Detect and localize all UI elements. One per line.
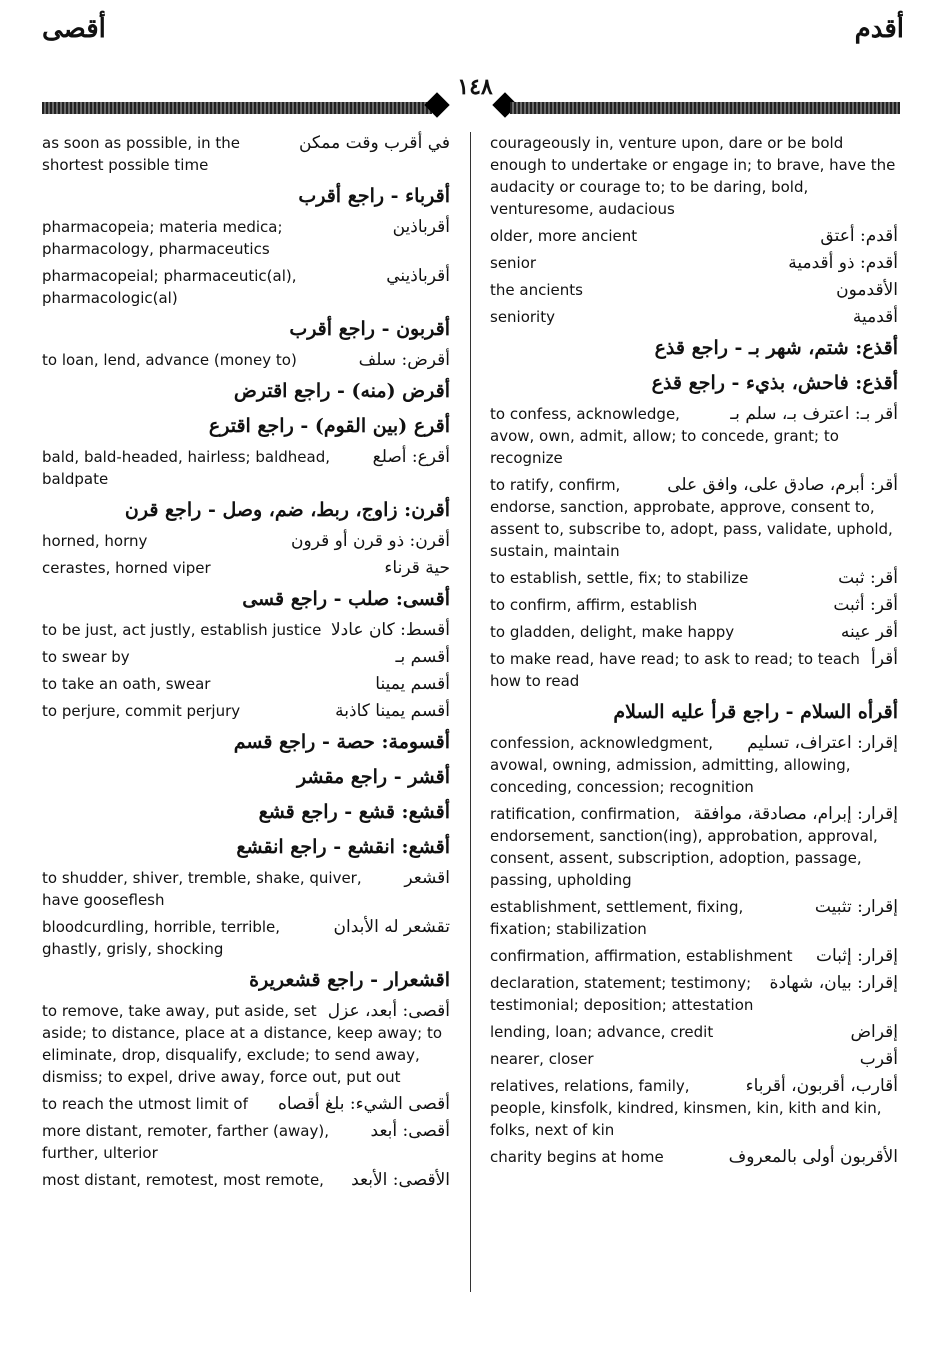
english-definition: most distant, remotest, most remote, [42,1171,324,1189]
arabic-cross-reference: أقرض (منه) - راجع اقترض [233,380,450,402]
dictionary-entry [490,896,898,940]
arabic-cross-reference: أقذع: فاحش، بذيء - راجع قذع [651,372,898,394]
arabic-headword: أقدم: ذو أقدمية [788,253,898,273]
dictionary-entry [490,225,898,247]
english-definition: establishment, settlement, fixing, fixation; stabilization [490,898,744,938]
arabic-headword: أقارب، أقربون، أقرباء [745,1076,898,1096]
arabic-cross-reference: أقشع: قشع - راجع قشع [258,801,450,823]
dictionary-entry [490,732,898,798]
dictionary-entry [490,1048,898,1070]
arabic-headword: أقسم بـ [395,647,450,667]
arabic-headword: إقرار: إثبات [815,946,898,966]
english-definition: pharmacopeia; materia medica; pharmacology, pharmaceutics [42,218,283,258]
english-definition: bloodcurdling, horrible, terrible, ghastly, grisly, shocking [42,918,281,958]
dictionary-entry [42,265,450,309]
dictionary-entry [42,916,450,960]
guide-word-left: أقصى [42,14,106,44]
dictionary-entry [42,1000,450,1088]
english-definition: nearer, closer [490,1050,594,1068]
arabic-cross-reference: أقرن: زاوج، ربط، ضم، وصل - راجع قرن [124,499,450,521]
english-definition: to loan, lend, advance (money to) [42,351,297,369]
header-rule-right [510,102,900,114]
english-definition: more distant, remoter, farther (away), further, ulterior [42,1122,329,1162]
dictionary-entry [42,132,450,176]
header-rule-left [42,102,432,114]
column-divider [470,132,471,1292]
dictionary-entry [42,619,450,641]
arabic-headword: أقرع: أصلع [372,447,450,467]
dictionary-entry [490,1021,898,1043]
dictionary-entry [42,700,450,722]
english-definition: bald, bald-headed, hairless; baldhead, baldpate [42,448,330,488]
arabic-headword: الأقدمون [836,280,898,300]
arabic-headword: أقسط: كان عادلا [330,620,450,640]
english-definition: to perjure, commit perjury [42,702,241,720]
english-definition: confession, acknowledgment, avowal, owning, admission, admitting, allowing, conceding, concession; recognition [490,734,851,796]
english-definition: relatives, relations, family, people, kinsfolk, kindred, kinsmen, kin, kith and kin, folks, next of kin [490,1077,882,1139]
arabic-headword: أقر: ثبت [838,568,898,588]
arabic-headword: الأقربون أولى بالمعروف [728,1147,898,1167]
english-definition: pharmacopeial; pharmaceutic(al), pharmacologic(al) [42,267,297,307]
arabic-headword: أقدم: أعتق [820,226,898,246]
arabic-cross-reference: أقرباء - راجع أقرب [298,185,450,207]
english-definition: seniority [490,308,555,326]
arabic-headword: الأقصى: الأبعد [351,1170,450,1190]
arabic-headword: إقرار: تثبيت [814,897,898,917]
english-definition: as soon as possible, in the shortest possible time [42,134,241,174]
arabic-cross-reference: أقربون - راجع أقرب [289,318,450,340]
arabic-headword: أقر بـ: اعترف بـ، سلم بـ [730,404,898,424]
dictionary-entry [42,646,450,668]
english-definition: to be just, act justly, establish justice [42,621,322,639]
arabic-headword: إقراض [850,1022,898,1042]
arabic-headword: أقدمية [852,307,898,327]
column-left [42,132,450,1191]
dictionary-entry [490,252,898,274]
english-definition: cerastes, horned viper [42,559,211,577]
english-definition: lending, loan; advance, credit [490,1023,714,1041]
dictionary-entry [490,279,898,301]
english-definition: the ancients [490,281,583,299]
dictionary-entry [490,972,898,1016]
arabic-cross-reference: أقرع (بين القوم) - راجع اقترع [208,415,450,437]
dictionary-entry [490,567,898,589]
english-definition: senior [490,254,537,272]
english-definition: older, more ancient [490,227,638,245]
dictionary-entry [42,446,450,490]
arabic-cross-reference: أقرأه السلام - راجع قرأ عليه السلام [613,701,898,723]
dictionary-entry [42,867,450,911]
dictionary-entry [490,594,898,616]
english-definition: to confess, acknowledge, avow, own, admit, allow; to concede, grant; to recognize [490,405,839,467]
arabic-headword: أقر عينه [840,622,898,642]
arabic-headword: إقرار: اعتراف، تسليم [747,733,898,753]
english-definition: ratification, confirmation, endorsement, sanction(ing), approbation, approval, consent, assent, subscription, adoption, passage, passing, upholding [490,805,878,889]
dictionary-entry [42,673,450,695]
dictionary-entry [490,474,898,562]
arabic-cross-reference: أقسومة: حصة - راجع قسم [233,731,450,753]
dictionary-entry [42,349,450,371]
english-definition: charity begins at home [490,1148,664,1166]
dictionary-entry [490,306,898,328]
arabic-headword: اقشعر [404,868,450,888]
arabic-headword: أقصى الشيء: بلغ أقصاه [277,1094,450,1114]
arabic-cross-reference: أقذع: شتم، شهر بـ - راجع قذع [654,337,898,359]
arabic-headword: إقرار: بيان، شهادة [769,973,898,993]
arabic-headword: أقرض: سلف [358,350,450,370]
english-definition: to ratify, confirm, endorse, sanction, approbate, approve, consent to, assent to, subscribe to, adopt, pass, validate, uphold, sustain, maintain [490,476,893,560]
english-definition: declaration, statement; testimony; testimonial; deposition; attestation [490,974,754,1014]
dictionary-entry [42,1120,450,1164]
arabic-headword: أقرب [859,1049,898,1069]
dictionary-entry [490,1075,898,1141]
arabic-headword: أقرأ [871,649,898,669]
arabic-headword: أقسم يمينا كاذبة [335,701,450,721]
dictionary-entry [490,1146,898,1168]
arabic-headword: تقشعر له الأبدان [333,917,450,937]
page-number: ١٤٨ [457,74,493,100]
dictionary-entry [490,132,898,220]
arabic-headword: أقسم يمينا [375,674,450,694]
arabic-headword: أقرباذيني [386,266,450,286]
arabic-headword: أقرن: ذو قرن أو قرون [291,531,450,551]
arabic-cross-reference: أقشع: انقشع - راجع انقشع [236,836,450,858]
english-definition: to establish, settle, fix; to stabilize [490,569,749,587]
english-definition: to gladden, delight, make happy [490,623,735,641]
arabic-headword: أقر: أبرم، صادق على، وافق على [667,475,898,495]
english-definition: to confirm, affirm, establish [490,596,698,614]
arabic-headword: أقصى: أبعد [370,1121,450,1141]
english-definition: confirmation, affirmation, establishment [490,947,793,965]
column-right [490,132,898,1168]
english-definition: to shudder, shiver, tremble, shake, quiver, have gooseflesh [42,869,362,909]
dictionary-entry [490,945,898,967]
dictionary-entry [490,403,898,469]
dictionary-entry [42,1093,450,1115]
dictionary-entry [42,216,450,260]
dictionary-entry [42,557,450,579]
arabic-cross-reference: اقشعرار - راجع قشعريرة [249,969,450,991]
arabic-headword: إقرار: إبرام، مصادقة، موافقة [693,804,898,824]
dictionary-entry [490,803,898,891]
english-definition: horned, horny [42,532,148,550]
english-definition: to take an oath, swear [42,675,211,693]
arabic-headword: في أقرب وقت ممكن [298,133,450,153]
arabic-headword: أقرباذين [392,217,450,237]
arabic-headword: أقصى: أبعد، عزل [327,1001,450,1021]
dictionary-entry [42,530,450,552]
dictionary-entry [490,648,898,692]
dictionary-entry [42,1169,450,1191]
guide-word-right: أقدم [854,14,904,44]
english-definition: courageously in, venture upon, dare or be bold enough to undertake or engage in; to brave, have the audacity or courage to; to be daring, bold, venturesome, audacious [490,134,896,218]
dictionary-entry [490,621,898,643]
english-definition: to reach the utmost limit of [42,1095,248,1113]
arabic-cross-reference: أقسى: صلب - راجع قسى [242,588,450,610]
arabic-cross-reference: أقشر - راجع مقشر [296,766,450,788]
arabic-headword: حية قرناء [384,558,450,578]
english-definition: to make read, have read; to ask to read; to teach how to read [490,650,860,690]
english-definition: to remove, take away, put aside, set aside; to distance, place at a distance, keep away; to eliminate, drop, disqualify, exclude; to send away, dismiss; to expel, drive away, force out, put out [42,1002,442,1086]
english-definition: to swear by [42,648,130,666]
arabic-headword: أقر: أثبت [833,595,898,615]
